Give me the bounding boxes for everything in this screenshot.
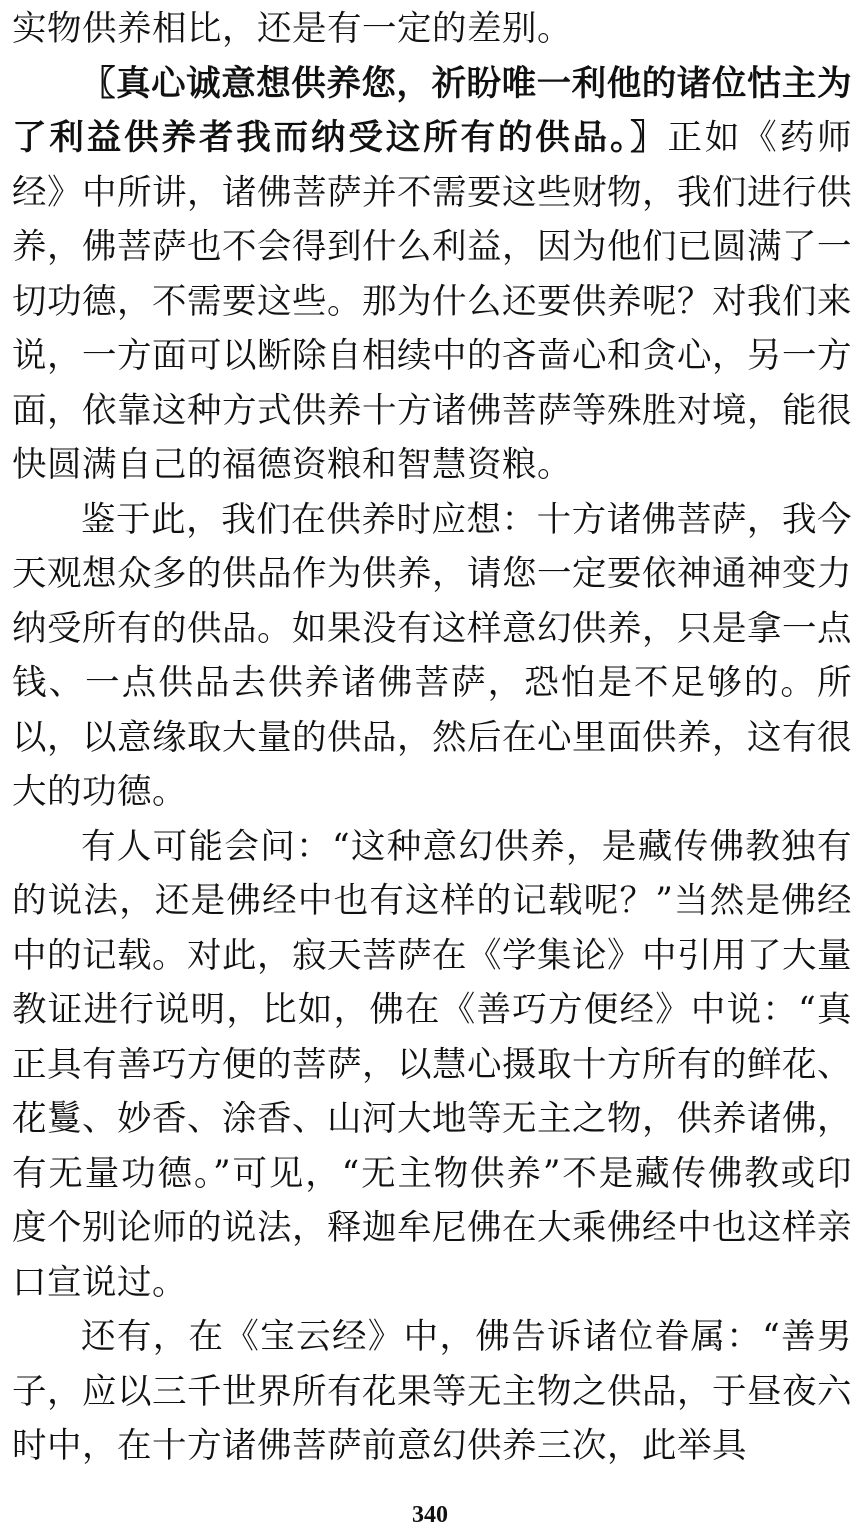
paragraph-3 bbox=[12, 493, 852, 820]
paragraph-4-text: 有人可能会问：“这种意幻供养，是藏传佛教独有的说法，还是佛经中也有这样的记载呢？”当然是佛经中的记载。对此，寂天菩萨在《学集论》中引用了大量教证进行说明，比如，佛在《善巧方便经》中说：“真正具有善巧方便的菩萨，以慧心摄取十方所有的鲜花、花鬘、妙香、涂香、山河大地等无主之物，供养诸佛，有无量功德。”可见，“无主物供养”不是藏传佛教或印度个别论师的说法，释迦牟尼佛在大乘佛经中也这样亲口宣说过。 bbox=[12, 826, 852, 1303]
paragraph-5-text: 还有，在《宝云经》中，佛告诉诸位眷属：“善男子，应以三千世界所有花果等无主物之供品，于昼夜六时中，在十方诸佛菩萨前意幻供养三次，此举具 bbox=[12, 1317, 852, 1466]
paragraph-2-bold-quote: 〖真心诚意想供养您，祈盼唯一利他的诸位怙主为了利益供养者我而纳受这所有的供品。〗 bbox=[12, 63, 852, 158]
page-number: 340 bbox=[412, 1502, 448, 1528]
page-body bbox=[12, 2, 852, 1472]
paragraph-2-text: 正如《药师经》中所讲，诸佛菩萨并不需要这些财物，我们进行供养，佛菩萨也不会得到什么利益，因为他们已圆满了一切功德，不需要这些。那为什么还要供养呢？对我们来说，一方面可以断除自相续中的吝啬心和贪心，另一方面，依靠这种方式供养十方诸佛菩萨等殊胜对境，能很快圆满自己的福德资粮和智慧资粮。 bbox=[12, 118, 852, 485]
paragraph-1 bbox=[12, 2, 852, 57]
paragraph-4 bbox=[12, 820, 852, 1311]
paragraph-1-text: 实物供养相比，还是有一定的差别。 bbox=[12, 9, 572, 49]
paragraph-2 bbox=[12, 57, 852, 493]
paragraph-5 bbox=[12, 1310, 852, 1472]
paragraph-3-text: 鉴于此，我们在供养时应想：十方诸佛菩萨，我今天观想众多的供品作为供养，请您一定要依神通神变力纳受所有的供品。如果没有这样意幻供养，只是拿一点钱、一点供品去供养诸佛菩萨，恐怕是不足够的。所以，以意缘取大量的供品，然后在心里面供养，这有很大的功德。 bbox=[12, 499, 852, 812]
